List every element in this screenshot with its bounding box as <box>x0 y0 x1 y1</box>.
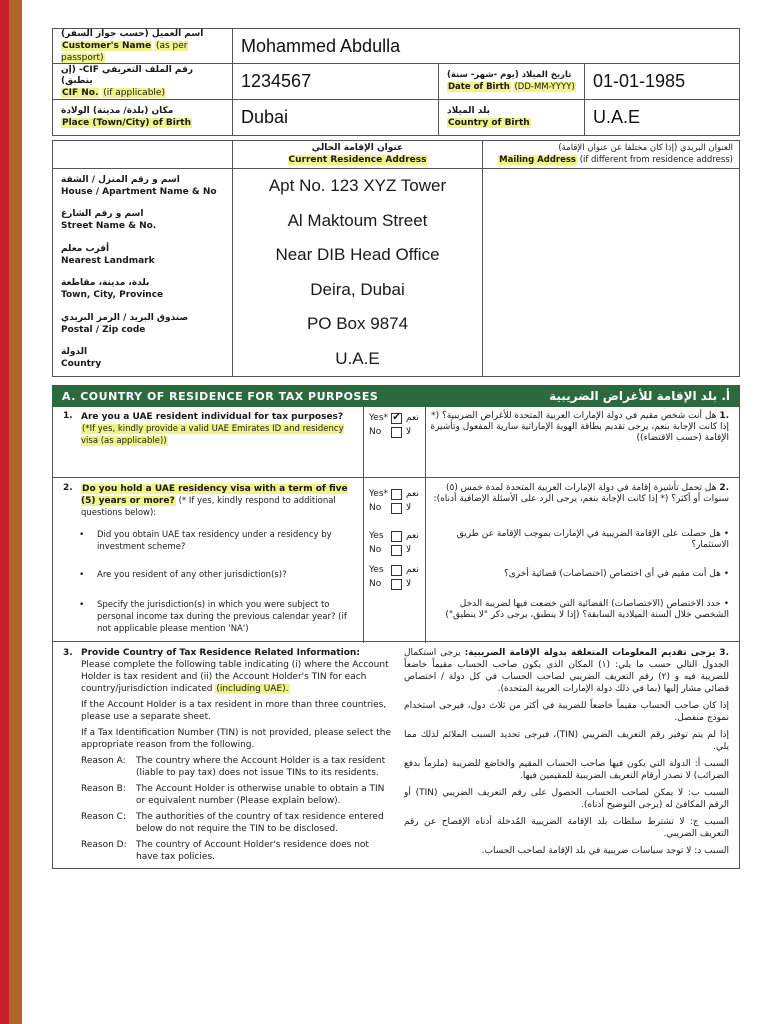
mailing-address-header <box>483 141 739 168</box>
question-1-ar <box>429 411 729 444</box>
no-label: No <box>369 427 382 437</box>
question-3 <box>63 647 393 867</box>
question-2-text-ar: هل تحمل تأشيرة إقامة في دولة الإمارات العربية المتحدة لمدة خمس (٥) سنوات أو أكثر؟ (* إذا كانت الإجابة بنعم، يرجى الرد على الأسئلة الإضافية أدناه): <box>433 483 729 504</box>
name-value[interactable]: Mohammed Abdulla <box>241 35 401 56</box>
address-label-ar: أقرب معلم <box>61 243 110 254</box>
question-1-text-ar: هل أنت شخص مقيم في دولة الإمارات العربية المتحدة للأغراض الضريبية؟ (* إذا كانت الإجابة بنعم، يرجى تقديم بطاقة الهوية الإماراتية سارية المفعول وتأشيرة الإقامة (حسب الاقتضاء)) <box>430 411 729 443</box>
reason-label: Reason A: <box>81 756 126 766</box>
address-label: House / Apartment Name & No <box>61 186 217 197</box>
cif-value[interactable]: 1234567 <box>241 71 312 91</box>
name-label-cell <box>53 29 233 63</box>
no-label-ar: لا <box>406 579 412 589</box>
question-2-bullet-3 <box>53 599 739 639</box>
reason-c <box>81 811 393 835</box>
row-divider <box>53 477 739 478</box>
question-3-p1-text: Please complete the following table indicating (i) where the Account Holder is tax resident and (ii) the Account Holder's TIN for each country/jurisdiction indicated <box>81 660 389 694</box>
cif-note: (if applicable) <box>103 87 165 98</box>
no-label: No <box>369 545 382 555</box>
yes-label-ar: نعم <box>406 413 419 423</box>
question-2-ar <box>429 483 729 505</box>
mailing-street-field[interactable] <box>483 204 739 239</box>
question-1 <box>53 411 739 451</box>
question-1-no-checkbox[interactable] <box>391 427 402 438</box>
address-row-label <box>53 204 233 239</box>
no-label: No <box>369 579 382 589</box>
reason-a-ar: السبب أ: الدولة التي يكون فيها صاحب الحساب المقيم والخاضع للضريبة (ملزماً بدفع الضرائب) لا تصدر أرقام التعريف الضريبية للمقيمين فيها. <box>404 759 729 781</box>
question-2-text <box>81 483 359 519</box>
question-3-body <box>63 659 393 863</box>
question-3-p3-ar: إذا لم يتم توفير رقم التعريف الضريبي (TIN)، فيرجى تحديد السبب الملائم لذلك مما يلي. <box>404 730 730 752</box>
name-label-ar: اسم العميل (حسب جواز السفر) <box>61 28 204 39</box>
bullet-icon: • <box>720 529 729 539</box>
mailing-landmark-field[interactable] <box>483 238 739 273</box>
address-label: Postal / Zip code <box>61 324 146 335</box>
question-2-answer <box>369 487 425 515</box>
address-table <box>52 140 740 377</box>
question-3-title-ar: يرجى تقديم المعلومات المتعلقة بدولة الإقامة الضريبية: <box>464 648 716 658</box>
address-header <box>53 141 739 169</box>
question-number: 2. <box>63 483 73 493</box>
no-label: No <box>369 503 382 513</box>
town-value[interactable]: Deira, Dubai <box>233 273 483 308</box>
bullet-2-text-ar: هل أنت مقيم في أي اختصاص (اختصاصات) قضائية أخرى؟ <box>503 569 721 579</box>
question-3-p1 <box>81 659 393 695</box>
address-label: Nearest Landmark <box>61 255 155 266</box>
reason-text: The Account Holder is otherwise unable to obtain a TIN or equivalent number (Please explain below). <box>136 784 385 806</box>
country-value[interactable]: U.A.E <box>233 342 483 377</box>
question-3-ar <box>404 647 729 862</box>
question-2-no-checkbox[interactable] <box>391 503 402 514</box>
row-divider <box>53 641 739 642</box>
identity-row-place <box>53 100 739 135</box>
mailing-address-label: Mailing Address <box>499 155 576 165</box>
yes-label-ar: نعم <box>406 531 419 541</box>
question-2-bullet-1 <box>53 529 739 559</box>
reason-label: Reason D: <box>81 840 127 850</box>
bullet-icon: • <box>720 569 729 579</box>
question-3-p1-highlight: (including UAE). <box>216 684 289 694</box>
bullet-2-answer <box>369 563 425 591</box>
reason-d-ar: السبب د: لا توجد سياسات ضريبية في بلد الإقامة لصاحب الحساب. <box>481 846 729 856</box>
name-note: (as per passport) <box>61 40 188 63</box>
no-label-ar: لا <box>406 503 412 513</box>
place-value-cell[interactable] <box>233 100 439 135</box>
question-3-title: Provide Country of Tax Residence Related Information: <box>81 648 360 658</box>
bullet-icon: • <box>79 570 85 580</box>
yes-label-ar: نعم <box>406 489 419 499</box>
section-a-title: A. COUNTRY OF RESIDENCE FOR TAX PURPOSES <box>62 389 379 403</box>
reason-b-ar: السبب ب: لا يمكن لصاحب الحساب الحصول على رقم التعريف الضريبي (TIN) أو الرقم المكافئ له (يرجى التوضيح أدناه). <box>404 788 729 810</box>
mailing-postal-field[interactable] <box>483 307 739 342</box>
address-label-ar: صندوق البريد / الرمز البريدي <box>61 312 189 323</box>
country-birth-value-cell[interactable] <box>585 100 739 135</box>
mailing-country-field[interactable] <box>483 342 739 377</box>
bullet-icon: • <box>720 599 729 609</box>
place-label-cell <box>53 100 233 135</box>
bullet-1-no-checkbox[interactable] <box>391 545 402 556</box>
bullet-1-text: Did you obtain UAE tax residency under a residency by investment scheme? <box>97 530 332 552</box>
left-red-bar <box>0 0 9 1024</box>
address-row <box>53 204 739 239</box>
reason-d <box>81 839 393 863</box>
street-value[interactable]: Al Maktoum Street <box>233 204 483 239</box>
reason-c-ar: السبب ج: لا تشترط سلطات بلد الإقامة الضريبية المُدخلة أدناه الإفصاح عن رقم التعريف الضريبي. <box>404 817 729 839</box>
reason-text: The country of Account Holder's residence does not have tax policies. <box>136 840 369 862</box>
question-number: 3. <box>63 648 73 658</box>
identity-table <box>52 28 740 136</box>
question-3-p2: If the Account Holder is a tax resident in more than three countries, please use a separate sheet. <box>81 700 387 722</box>
current-address-label-ar: عنوان الإقامة الحالي <box>311 143 404 153</box>
mailing-town-field[interactable] <box>483 273 739 308</box>
address-label-ar: اسم و رقم الشارع <box>61 209 144 220</box>
bullet-3-text-ar: حدد الاختصاص (الاختصاصات) القضائية التي خضعت فيها لضريبة الدخل الشخصي خلال السنة الميلادية السابقة؟ (إذا لا ينطبق، يرجى ذكر "لا ينطبق") <box>445 599 729 620</box>
question-2-yes-checkbox[interactable] <box>391 489 402 500</box>
question-2-note: (* If yes, kindly respond to additional questions below): <box>81 496 336 518</box>
question-1-answer <box>369 411 425 439</box>
address-row-label <box>53 307 233 342</box>
no-label-ar: لا <box>406 427 412 437</box>
no-label-ar: لا <box>406 545 412 555</box>
bullet-1-text-ar: هل حصلت على الإقامة الضريبية في الإمارات بموجب الإقامة عن طريق الاستثمار؟ <box>456 529 729 550</box>
bullet-icon: • <box>79 600 85 610</box>
address-label-ar: اسم و رقم المنزل / الشقة <box>61 174 180 185</box>
address-header-blank <box>53 141 233 168</box>
question-3-heading <box>63 647 393 659</box>
name-label: Customer's Name <box>62 40 152 51</box>
dob-label: Date of Birth <box>448 82 510 92</box>
identity-row-name <box>53 29 739 64</box>
dob-note: (DD-MM-YYYY) <box>514 82 575 92</box>
address-row <box>53 342 739 377</box>
yes-label-ar: نعم <box>406 565 419 575</box>
country-birth-value[interactable]: U.A.E <box>593 107 641 127</box>
question-1-yes-checkbox[interactable]: ✔ <box>392 412 401 423</box>
cif-value-cell[interactable] <box>233 64 439 99</box>
question-3-p2-ar: إذا كان صاحب الحساب مقيماً خاضعاً للضريبة في أكثر من ثلاث دول، فيرجى استخدام نموذج منفصل. <box>404 701 729 723</box>
bullet-3-ar <box>439 599 729 621</box>
question-number-ar: .2 <box>719 483 729 493</box>
bullet-1-yes-checkbox[interactable] <box>391 531 402 542</box>
reason-label: Reason C: <box>81 812 126 822</box>
question-1-text <box>81 411 359 447</box>
mailing-address-label-ar: العنوان البريدي (إذا كان مختلفا عن عنوان الإقامة) <box>558 143 733 153</box>
current-address-header <box>233 141 483 168</box>
country-birth-label: Country of Birth <box>448 118 530 128</box>
address-row <box>53 307 739 342</box>
address-row-label <box>53 273 233 308</box>
dob-label-cell <box>439 64 585 99</box>
address-row-label <box>53 342 233 377</box>
section-a-header <box>52 385 740 407</box>
address-label: Town, City, Province <box>61 290 164 301</box>
bullet-1-ar <box>439 529 729 551</box>
current-address-label: Current Residence Address <box>288 155 427 165</box>
question-1-note: (*If yes, kindly provide a valid UAE Emirates ID and residency visa (as applicable)) <box>81 424 344 446</box>
address-label: Country <box>61 359 102 370</box>
question-number: 1. <box>63 411 73 421</box>
mailing-house-field[interactable] <box>483 169 739 204</box>
question-2-bullet-2 <box>53 563 739 593</box>
dob-value-cell[interactable] <box>585 64 739 99</box>
yes-label: Yes <box>369 531 384 541</box>
house-value[interactable]: Apt No. 123 XYZ Tower <box>233 169 483 204</box>
bullet-2-ar <box>439 569 729 580</box>
question-3-heading-ar <box>404 647 729 695</box>
country-birth-label-cell <box>439 100 585 135</box>
reason-text: The country where the Account Holder is a tax resident (liable to pay tax) does not issue TINs to its residents. <box>136 756 386 778</box>
identity-row-cif <box>53 64 739 100</box>
section-a-title-ar: أ. بلد الإقامة للأغراض الضريبية <box>549 389 730 403</box>
address-row-label <box>53 238 233 273</box>
cif-label-ar: رقم الملف التعريفي CIF- (إن ينطبق) <box>61 64 194 86</box>
reason-b <box>81 783 393 807</box>
cif-label: CIF No. <box>62 87 99 98</box>
question-number-ar: .3 <box>719 648 729 658</box>
bullet-2-no-checkbox[interactable] <box>391 579 402 590</box>
mailing-address-note: (if different from residence address) <box>579 155 733 165</box>
reason-text: The authorities of the country of tax residence entered below do not require the TIN to be disclosed. <box>136 812 384 834</box>
question-3-p1-ar: يرجى استكمال الجدول التالي حسب ما يلي: (١) المكان الذي يكون صاحب الحساب مقيماً خاضعاً للضريبة فيه و (٢) رقم التعريف الضريبي لصاحب الحساب في كل دولة / اختصاص قضائي مشار إليها (بما في ذلك دولة الإمارات العربية المتحدة). <box>404 648 729 694</box>
address-label-ar: بلدة، مدينة، مقاطعة <box>61 278 150 289</box>
question-2-title: Do you hold a UAE residency visa with a term of five (5) years or more? <box>81 484 348 506</box>
address-label-ar: الدولة <box>61 347 88 358</box>
yes-label: Yes* <box>369 489 389 499</box>
address-row <box>53 169 739 204</box>
address-row <box>53 273 739 308</box>
landmark-value[interactable]: Near DIB Head Office <box>233 238 483 273</box>
reason-a <box>81 755 393 779</box>
dob-value[interactable]: 01-01-1985 <box>593 71 686 91</box>
question-1-title: Are you a UAE resident individual for tax purposes? <box>81 412 344 422</box>
cif-label-cell <box>53 64 233 99</box>
question-3-p3: If a Tax Identification Number (TIN) is not provided, please select the appropriate reason from the following. <box>81 728 392 750</box>
yes-label: Yes <box>369 565 384 575</box>
question-2 <box>53 483 739 521</box>
yes-label: Yes* <box>369 413 389 423</box>
bullet-2-yes-checkbox[interactable] <box>391 565 402 576</box>
place-value[interactable]: Dubai <box>241 107 289 127</box>
address-row <box>53 238 739 273</box>
address-label: Street Name & No. <box>61 221 157 232</box>
reason-label: Reason B: <box>81 784 126 794</box>
address-row-label <box>53 169 233 204</box>
left-gold-bar <box>9 0 22 1024</box>
bullet-1-answer <box>369 529 425 557</box>
place-label: Place (Town/City) of Birth <box>62 118 192 128</box>
country-birth-label-ar: بلد الميلاد <box>447 106 491 116</box>
bullet-2-text: Are you resident of any other jurisdiction(s)? <box>97 570 287 580</box>
bullet-icon: • <box>79 530 85 540</box>
name-value-cell[interactable] <box>233 29 739 63</box>
question-number-ar: .1 <box>719 411 729 421</box>
bullet-3-text: Specify the jurisdiction(s) in which you were subject to personal income tax during the previous calendar year? (if not applicable please mention 'NA') <box>97 600 347 634</box>
section-a-body <box>52 407 740 869</box>
postal-value[interactable]: PO Box 9874 <box>233 307 483 342</box>
dob-label-ar: تاريخ الميلاد (يوم -شهر- سنة) <box>447 70 572 80</box>
place-label-ar: مكان (بلدة/ مدينة) الولادة <box>61 106 174 116</box>
